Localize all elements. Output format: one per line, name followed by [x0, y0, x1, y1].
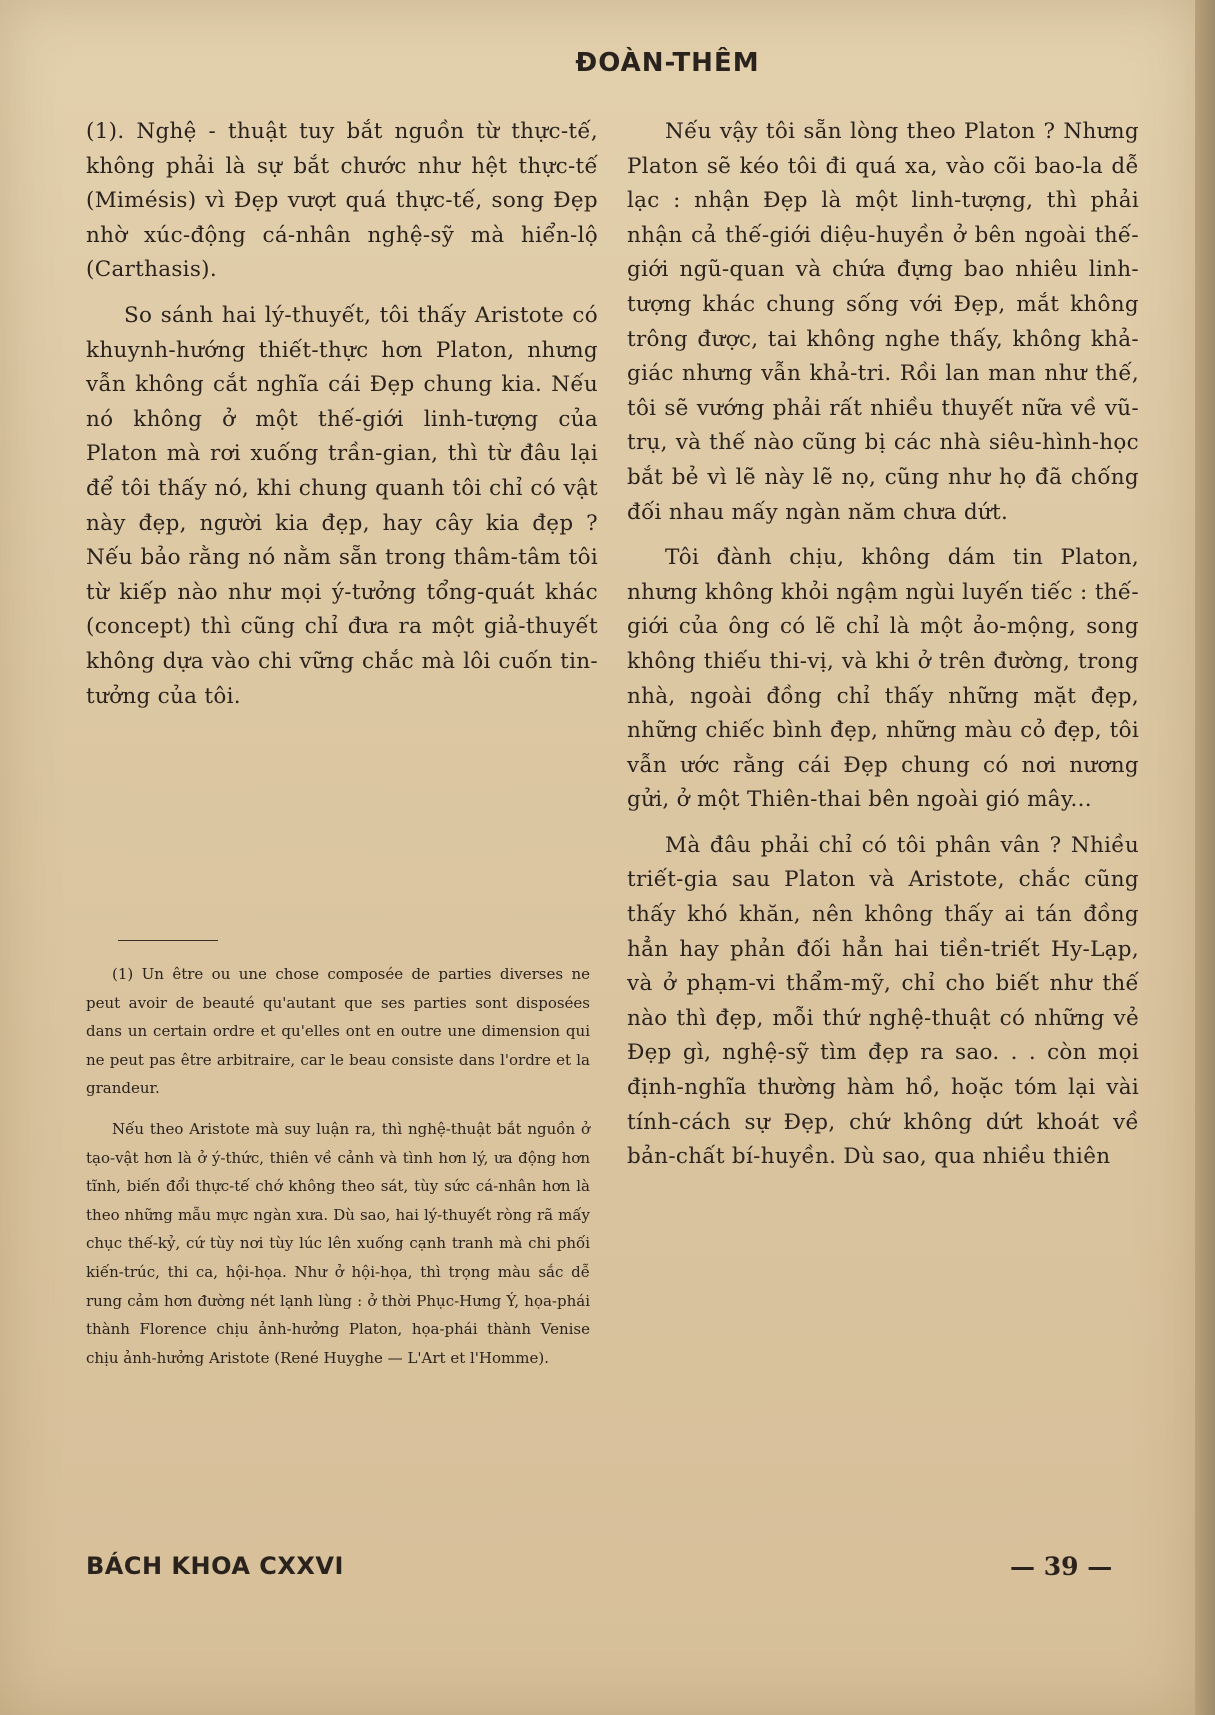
footnote-2: Nếu theo Aristote mà suy luận ra, thì nghệ-thuật bắt nguồn ở tạo-vật hơn là ở ý-thức, thiên về cảnh và tình hơn lý, ưa động hơn tĩnh, biến đổi thực-tế chớ không theo sát, tùy sức cá-nhân hơn là theo những mẫu mực ngàn xưa. Dù sao, hai lý-thuyết ròng rã mấy chục thế-kỷ, cứ tùy nơi tùy lúc lên xuống cạnh tranh mà chi phối kiến-trúc, thi ca, hội-họa. Như ở hội-họa, thì trọng màu sắc dễ rung cảm hơn đường nét lạnh lùng : ở thời Phục-Hưng Ý, họa-phái thành Florence chịu ảnh-hưởng Platon, họa-phái thành Venise chịu ảnh-hưởng Aristote (René Huyghe — L'Art et l'Homme).	[86, 1119, 590, 1367]
left-column	[86, 115, 598, 725]
right-paragraph-1: Nếu vậy tôi sẵn lòng theo Platon ? Nhưng Platon sẽ kéo tôi đi quá xa, vào cõi bao-la dễ lạc : nhận Đẹp là một linh-tượng, thì phải nhận cả thế-giới diệu-huyền ở bên ngoài thế-giới ngũ-quan và chứa đựng bao nhiêu linh-tượng khác chung sống với Đẹp, mắt không trông được, tai không nghe thấy, không khả-giác nhưng vẫn khả-tri. Rồi lan man như thế, tôi sẽ vướng phải rất nhiều thuyết nữa về vũ-trụ, và thế nào cũng bị các nhà siêu-hình-học bắt bẻ vì lẽ này lẽ nọ, cũng như họ đã chống đối nhau mấy ngàn năm chưa dứt.	[627, 119, 1139, 525]
right-paragraph-3: Mà đâu phải chỉ có tôi phân vân ? Nhiều triết-gia sau Platon và Aristote, chắc cũng thấy khó khăn, nên không thấy ai tán đồng hẳn hay phản đối hẳn hai tiền-triết Hy-Lạp, và ở phạm-vi thẩm-mỹ, chỉ cho biết như thế nào thì đẹp, mỗi thứ nghệ-thuật có những vẻ Đẹp gì, nghệ-sỹ tìm đẹp ra sao. . . còn mọi định-nghĩa thường hàm hồ, hoặc tóm lại vài tính-cách sự Đẹp, chứ không dứt khoát về bản-chất bí-huyền. Dù sao, qua nhiều thiên	[627, 832, 1139, 1170]
footnote-divider	[118, 940, 218, 941]
page-edge	[1195, 0, 1215, 1715]
publication-name: BÁCH KHOA CXXVI	[86, 1552, 344, 1580]
left-paragraph-2: So sánh hai lý-thuyết, tôi thấy Aristote có khuynh-hướng thiết-thực hơn Platon, nhưng vẫn không cắt nghĩa cái Đẹp chung kia. Nếu nó không ở một thế-giới linh-tượng của Platon mà rơi xuống trần-gian, thì từ đâu lại để tôi thấy nó, khi chung quanh tôi chỉ có vật này đẹp, người kia đẹp, hay cây kia đẹp ? Nếu bảo rằng nó nằm sẵn trong thâm-tâm tôi từ kiếp nào như mọi ý-tưởng tổng-quát khác (concept) thì cũng chỉ đưa ra một giả-thuyết không dựa vào chi vững chắc mà lôi cuốn tin-tưởng của tôi.	[86, 302, 598, 709]
right-paragraph-2: Tôi đành chịu, không dám tin Platon, nhưng không khỏi ngậm ngùi luyến tiếc : thế-giới của ông có lẽ chỉ là một ảo-mộng, song không thiếu thi-vị, và khi ở trên đường, trong nhà, ngoài đồng chỉ thấy những mặt đẹp, những chiếc bình đẹp, những màu cỏ đẹp, tôi vẫn ước rằng cái Đẹp chung có nơi nương gửi, ở một Thiên-thai bên ngoài gió mây...	[627, 545, 1139, 813]
right-column	[627, 115, 1139, 1186]
running-title: ĐOÀN-THÊM	[575, 48, 760, 78]
page-number: — 39 —	[1010, 1552, 1113, 1581]
footnotes	[86, 960, 590, 1384]
left-paragraph-1: (1). Nghệ - thuật tuy bắt nguồn từ thực-tế, không phải là sự bắt chước như hệt thực-tế (Mimésis) vì Đẹp vượt quá thực-tế, song Đẹp nhờ xúc-động cá-nhân nghệ-sỹ mà hiển-lộ (Carthasis).	[86, 119, 598, 283]
footnote-1: (1) Un être ou une chose composée de parties diverses ne peut avoir de beauté qu'autant que ses parties sont disposées dans un certain ordre et qu'elles ont en outre une dimension qui ne peut pas être arbitraire, car le beau consiste dans l'ordre et la grandeur.	[86, 965, 590, 1098]
